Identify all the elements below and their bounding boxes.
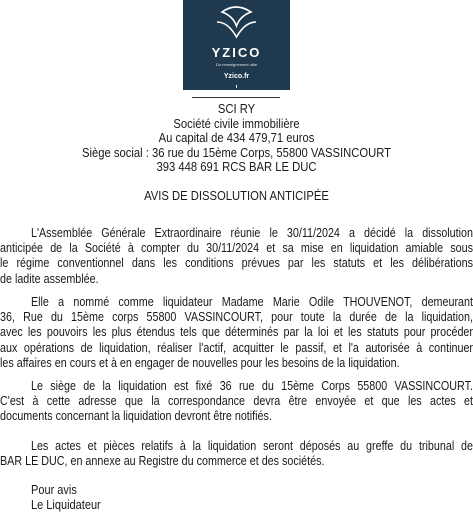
paragraph-dissolution: [0, 226, 473, 287]
yzico-logo: [183, 0, 290, 90]
company-header: [24, 102, 450, 175]
text-line: BAR LE DUC, en annexe au Registre du commerce et des sociétés.: [0, 454, 325, 469]
text-line: L'Assemblée Générale Extraordinaire réunie le 30/11/2024 a décidé la dissolution: [30, 226, 473, 240]
text-line: 36, Rue du 15ème corps 55800 VASSINCOURT, pour toute la durée de la liquidation,: [0, 310, 473, 325]
text-line: anticipée de la Société à compter du 30/11/2024 et sa mise en liquidation amiable sous: [0, 241, 473, 256]
signature-block: [31, 483, 101, 513]
text-line: documents concernant la liquidation devront être notifiés.: [0, 409, 272, 424]
text-line: Elle a nommé comme liquidateur Madame Marie Odile THOUVENOT, demeurant: [30, 295, 473, 309]
text-line: de ladite assemblée.: [0, 271, 99, 286]
logo-tagline: Du renseignement utile: [215, 62, 258, 67]
logo-url[interactable]: Yzico.fr: [223, 73, 250, 80]
logo-mark: [236, 85, 237, 88]
text-line: C'est à cette adresse que la correspondance devra être envoyée et que les actes et: [0, 394, 473, 409]
header-divider: [192, 97, 280, 98]
company-address: Siège social : 36 rue du 15ème Corps, 55800 VASSINCOURT: [81, 145, 392, 160]
text-line: Le siège de la liquidation est fixé 36 rue du 15ème Corps 55800 VASSINCOURT.: [30, 379, 473, 393]
logo-name: YZICO: [211, 45, 262, 60]
text-line: Les actes et pièces relatifs à la liquidation seront déposés au greffe du tribunal de: [30, 439, 473, 453]
paragraph-liquidator: [0, 295, 473, 371]
notice-title: AVIS DE DISSOLUTION ANTICIPÉE: [144, 189, 329, 203]
paragraph-filing: [0, 439, 473, 469]
text-line: aux opérations de liquidation, réaliser l'actif, acquitter le passif, et l'a autorisée à continuer: [0, 340, 473, 355]
yzico-emblem-icon: [216, 4, 257, 42]
paragraph-seat: [0, 379, 473, 425]
text-line: le régime conventionnel dans les conditions prévues par les statuts et les délibérations: [0, 256, 473, 271]
company-name: SCI RY: [217, 102, 256, 116]
text-line: avec les pouvoirs les plus étendus tels que déterminés par la loi et les statuts pour procéder: [0, 325, 473, 340]
company-capital: Au capital de 434 479,71 euros: [158, 131, 315, 146]
company-rcs: 393 448 691 RCS BAR LE DUC: [156, 160, 317, 175]
company-form: Société civile immobilière: [173, 116, 300, 131]
signature-liquidator: Le Liquidateur: [31, 498, 101, 513]
signature-for-notice: Pour avis: [31, 483, 77, 497]
text-line: les affaires en cours et à en engager de nouvelles pour les besoins de la liquidation.: [0, 355, 400, 370]
